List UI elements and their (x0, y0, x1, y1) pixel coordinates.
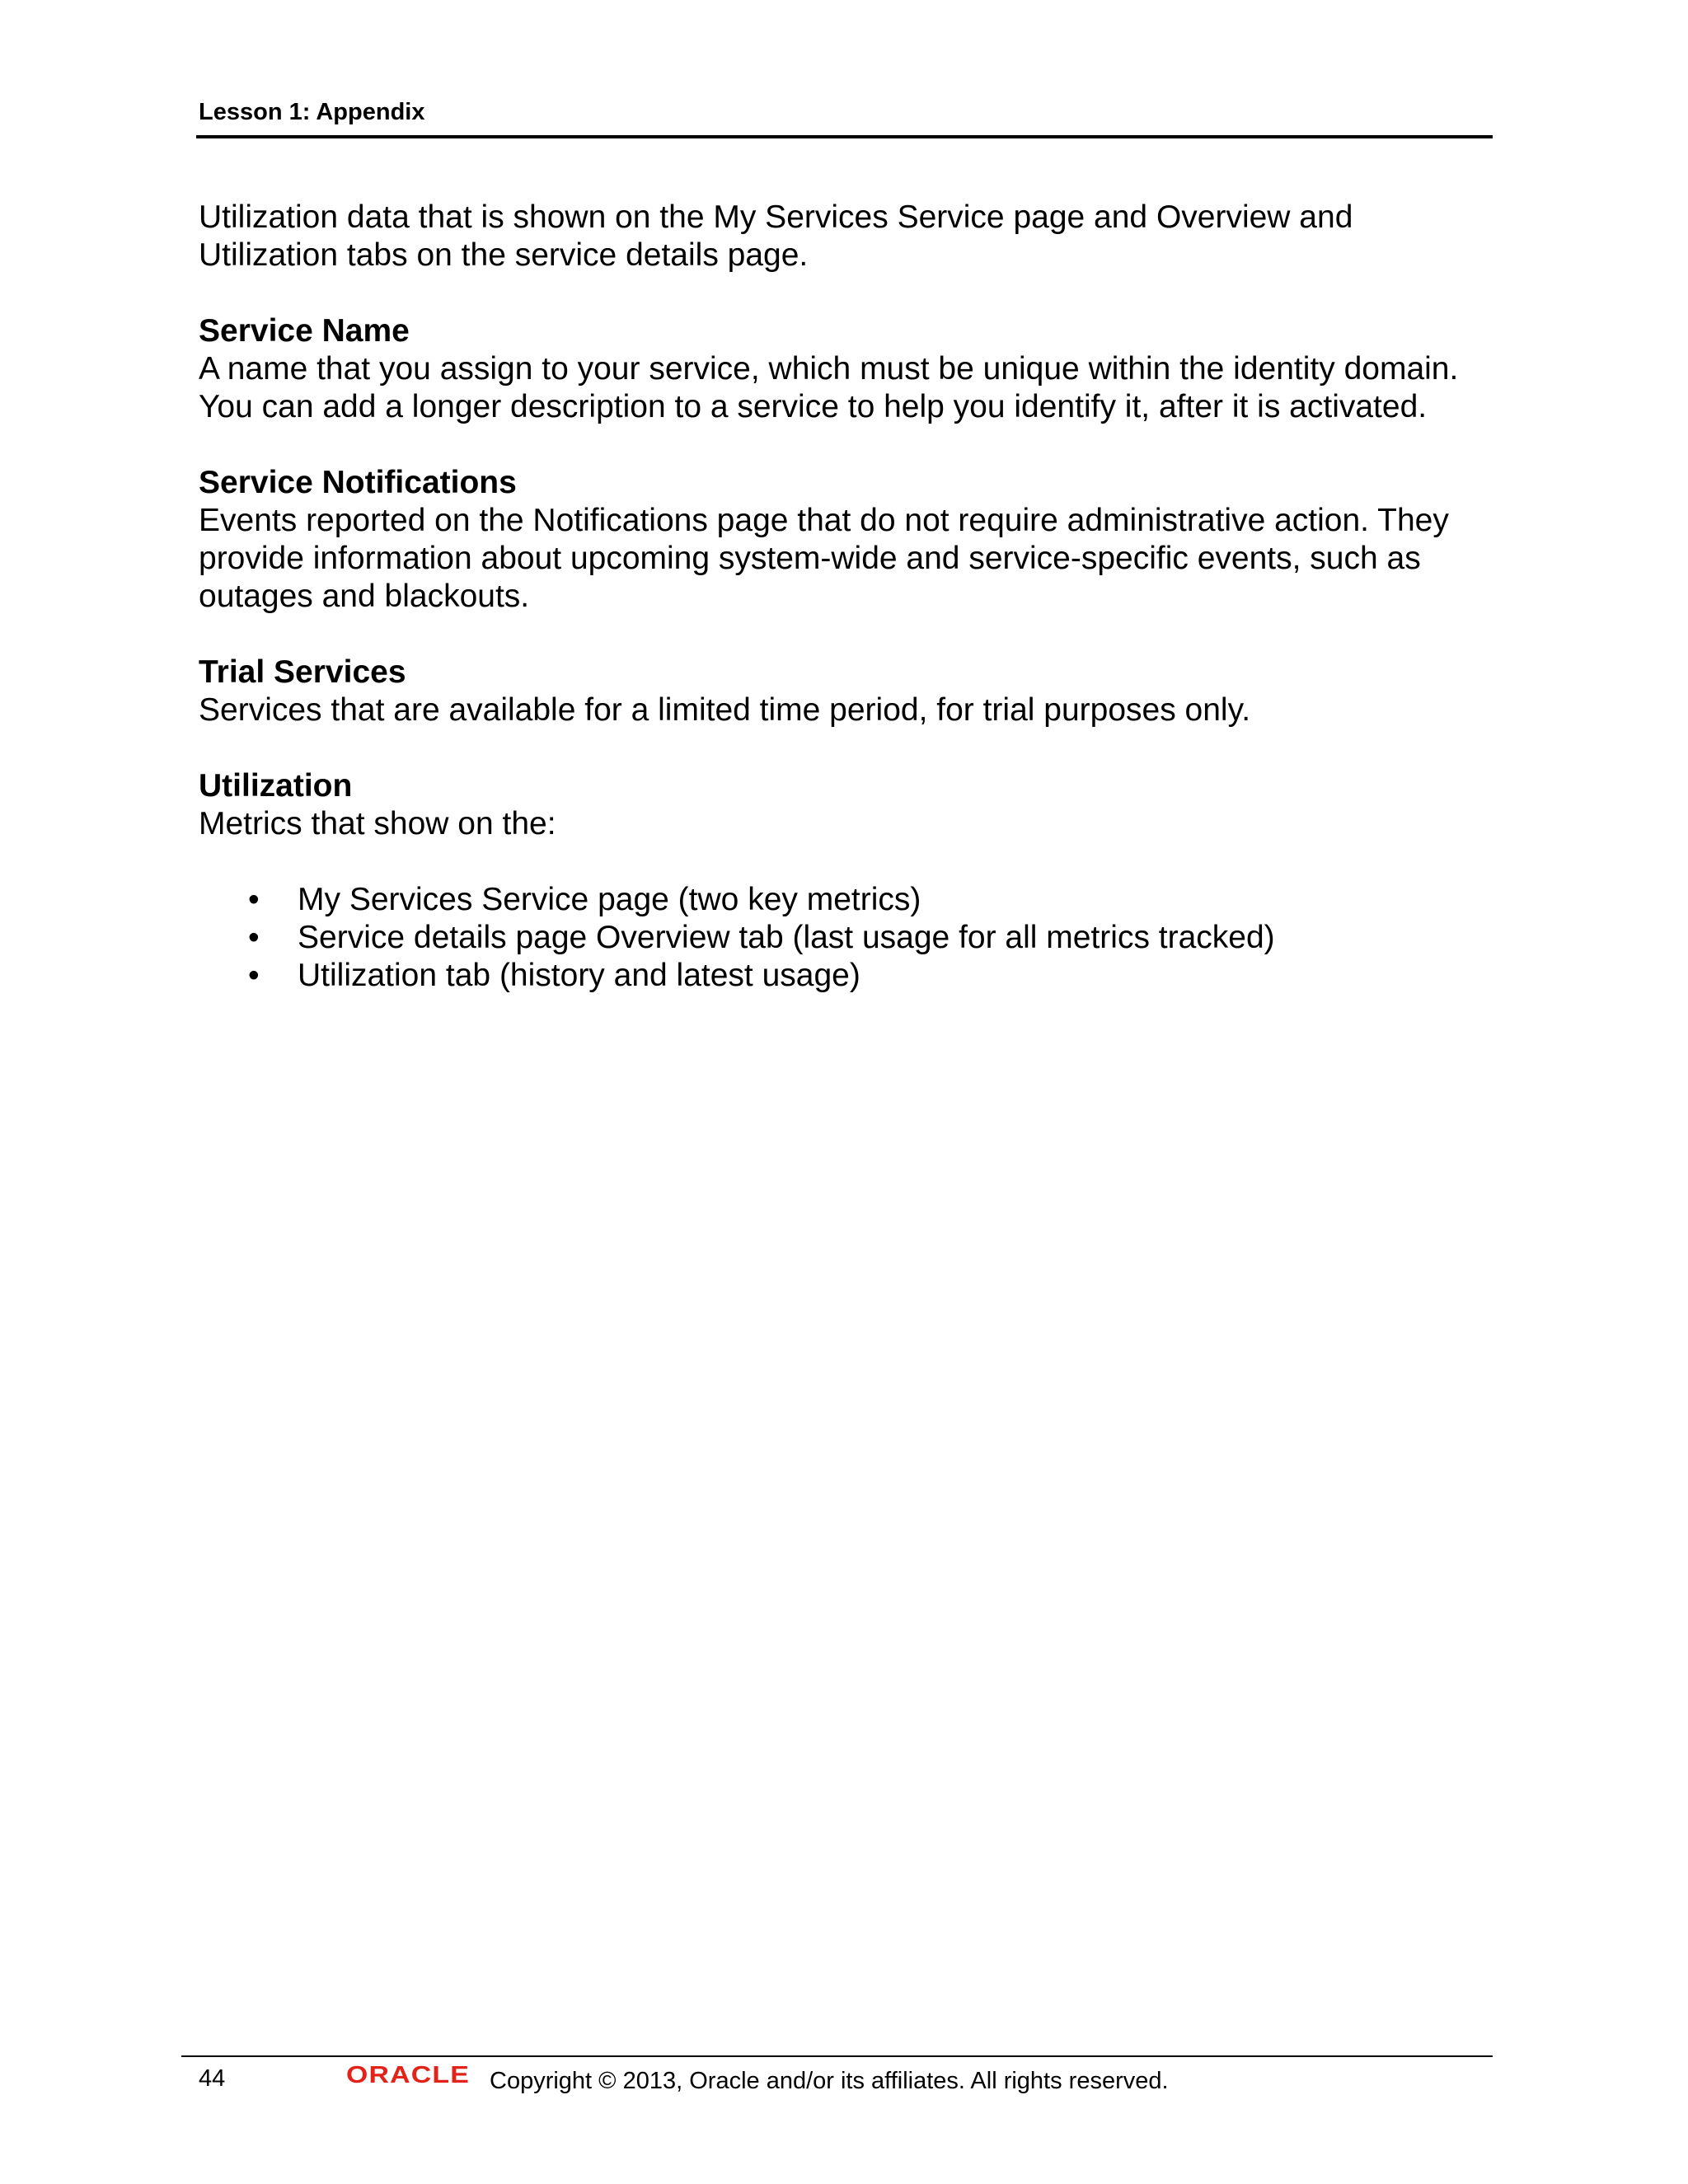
oracle-logo (346, 2062, 478, 2088)
list-item (199, 957, 1501, 995)
glossary-entry-utilization (199, 767, 1501, 995)
bullet-icon: • (248, 920, 260, 955)
entry-term: Utilization (199, 768, 353, 804)
list-item (199, 881, 1501, 919)
oracle-logo-text: ORACLE (346, 2062, 470, 2088)
entry-definition: A name that you assign to your service, which must be unique within the identity domain. You can add a longer description to a service to help you identify it, after it is activated. (199, 351, 1459, 424)
header-rule (196, 135, 1493, 138)
entry-term: Trial Services (199, 654, 406, 690)
entry-definition: Services that are available for a limited time period, for trial purposes only. (199, 692, 1251, 728)
bullet-list (199, 881, 1501, 995)
glossary-entry-trial-services (199, 654, 1501, 729)
entry-definition: Events reported on the Notifications page that do not require administrative action. They provide information about upcoming system-wide and service-specific events, such as outages and blackouts. (199, 503, 1449, 614)
list-item-text: Service details page Overview tab (last usage for all metrics tracked) (298, 920, 1275, 955)
bullet-icon: • (248, 882, 260, 917)
footer-rule (181, 2055, 1493, 2057)
header-title: Lesson 1: Appendix (199, 99, 425, 125)
page-content (199, 199, 1501, 1033)
page-number: 44 (199, 2065, 226, 2092)
bullet-icon: • (248, 958, 260, 993)
copyright-notice: Copyright © 2013, Oracle and/or its affiliates. All rights reserved. (490, 2068, 1169, 2094)
glossary-entry-service-notifications (199, 464, 1501, 616)
list-item (199, 919, 1501, 957)
entry-term: Service Name (199, 313, 410, 349)
entry-term: Service Notifications (199, 465, 517, 500)
entry-definition: Metrics that show on the: (199, 806, 556, 841)
intro-paragraph: Utilization data that is shown on the My Services Service page and Overview and Utilization tabs on the service details page. (199, 199, 1353, 273)
list-item-text: Utilization tab (history and latest usage) (298, 958, 860, 993)
glossary-entry-service-name (199, 312, 1501, 426)
list-item-text: My Services Service page (two key metrics) (298, 882, 921, 917)
